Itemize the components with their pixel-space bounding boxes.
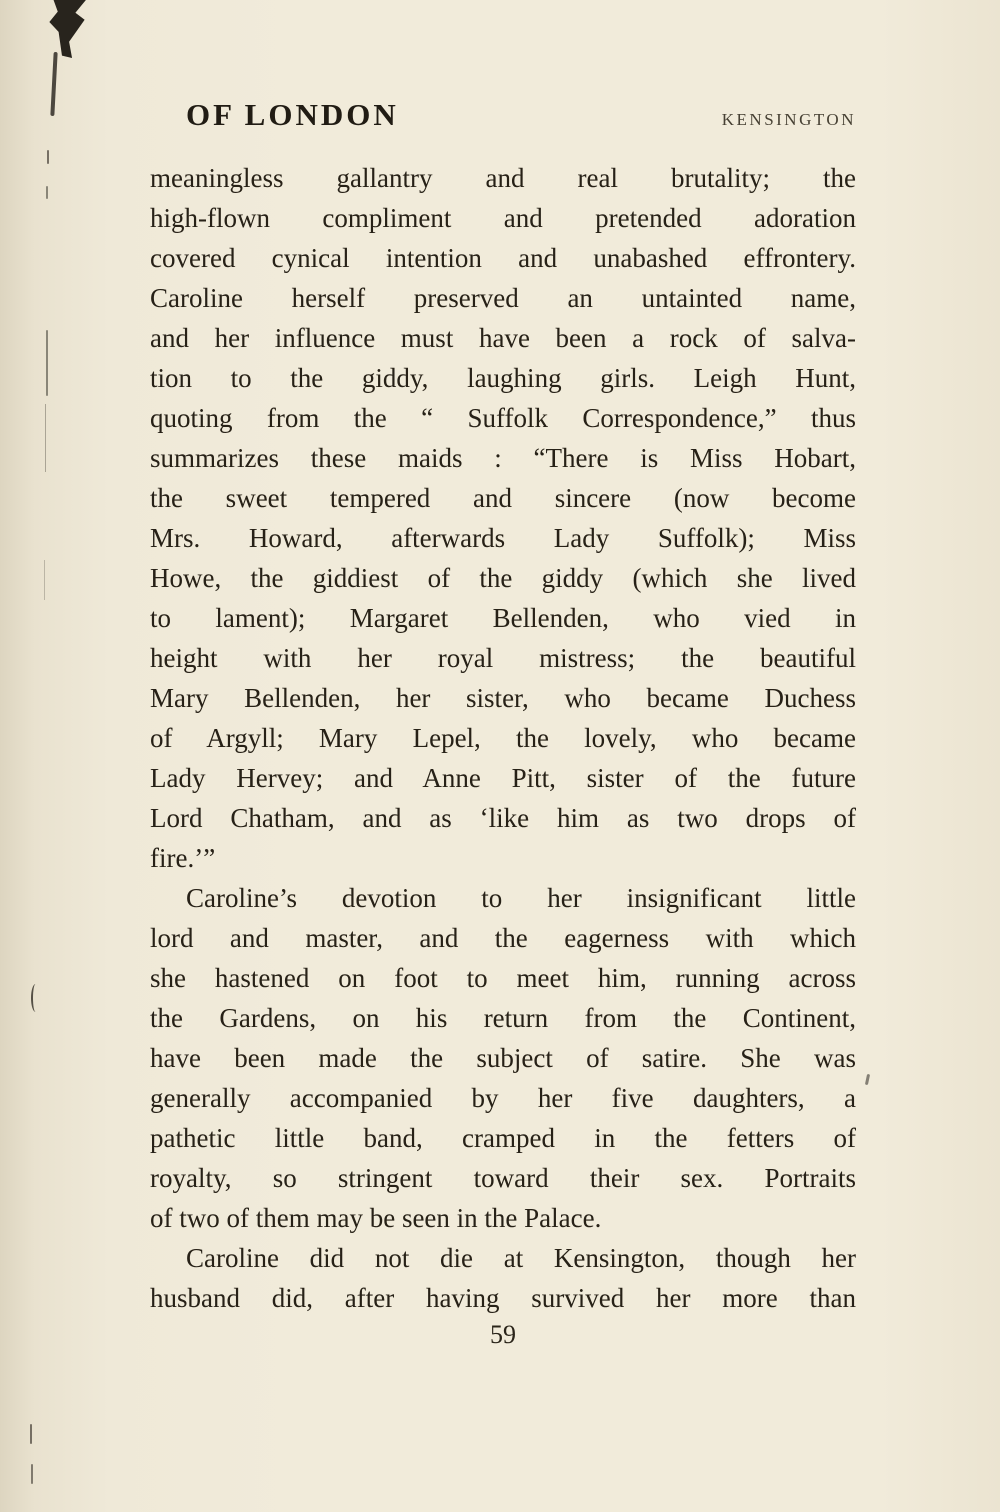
page-number: 59 (490, 1320, 516, 1349)
text-line: lord and master, and the eagerness with which (150, 923, 856, 953)
page-body (150, 158, 856, 1318)
scan-artifact-line (46, 330, 48, 396)
scan-artifact-mark (865, 1074, 870, 1085)
running-title: OF LONDON (186, 97, 399, 132)
text-line: summarizes these maids : “There is Miss Hobart, (150, 443, 856, 473)
scan-artifact-dash (30, 1424, 32, 1444)
scan-artifact-mark (31, 984, 40, 1012)
scan-artifact-line (44, 560, 45, 600)
text-line: and her influence must have been a rock of salva- (150, 323, 856, 353)
paragraph (150, 158, 856, 878)
paragraph (150, 878, 856, 1238)
text-line: generally accompanied by her five daughters, a (150, 1083, 856, 1113)
scan-artifact-tick (47, 150, 49, 164)
text-line: husband did, after having survived her more than (150, 1283, 856, 1313)
text-line: Caroline herself preserved an untainted name, (150, 283, 856, 313)
text-line: to lament); Margaret Bellenden, who vied in (150, 603, 856, 633)
text-line: meaningless gallantry and real brutality; the (150, 163, 856, 193)
scan-artifact-dash (31, 1464, 33, 1484)
scan-artifact-blob (46, 0, 88, 58)
text-line: the sweet tempered and sincere (now become (150, 483, 856, 513)
text-line: Mrs. Howard, afterwards Lady Suffolk); Miss (150, 523, 856, 553)
text-line: Caroline’s devotion to her insignificant little (186, 883, 856, 913)
text-line: she hastened on foot to meet him, running across (150, 963, 856, 993)
text-line: fire.’” (150, 843, 216, 873)
text-line: the Gardens, on his return from the Continent, (150, 1003, 856, 1033)
text-line: height with her royal mistress; the beautiful (150, 643, 856, 673)
page-header (150, 97, 856, 133)
scan-artifact-tail (50, 52, 57, 116)
text-line: royalty, so stringent toward their sex. Portraits (150, 1163, 856, 1193)
text-line: Howe, the giddiest of the giddy (which she lived (150, 563, 856, 593)
text-line: of Argyll; Mary Lepel, the lovely, who became (150, 723, 856, 753)
scan-artifact-line (45, 404, 46, 472)
text-line: Lady Hervey; and Anne Pitt, sister of the future (150, 763, 856, 793)
text-line: pathetic little band, cramped in the fetters of (150, 1123, 856, 1153)
text-line: Mary Bellenden, her sister, who became Duchess (150, 683, 856, 713)
text-line: high-flown compliment and pretended adoration (150, 203, 856, 233)
scan-artifact-tick (46, 186, 48, 199)
text-line: Lord Chatham, and as ‘like him as two drops of (150, 803, 856, 833)
text-line: quoting from the “ Suffolk Correspondence,” thus (150, 403, 856, 433)
text-line: covered cynical intention and unabashed effrontery. (150, 243, 856, 273)
text-line: have been made the subject of satire. She was (150, 1043, 856, 1073)
paragraph (150, 1238, 856, 1318)
section-title: KENSINGTON (721, 110, 856, 129)
text-line: of two of them may be seen in the Palace. (150, 1203, 602, 1233)
text-line: Caroline did not die at Kensington, though her (186, 1243, 856, 1273)
text-line: tion to the giddy, laughing girls. Leigh Hunt, (150, 363, 856, 393)
